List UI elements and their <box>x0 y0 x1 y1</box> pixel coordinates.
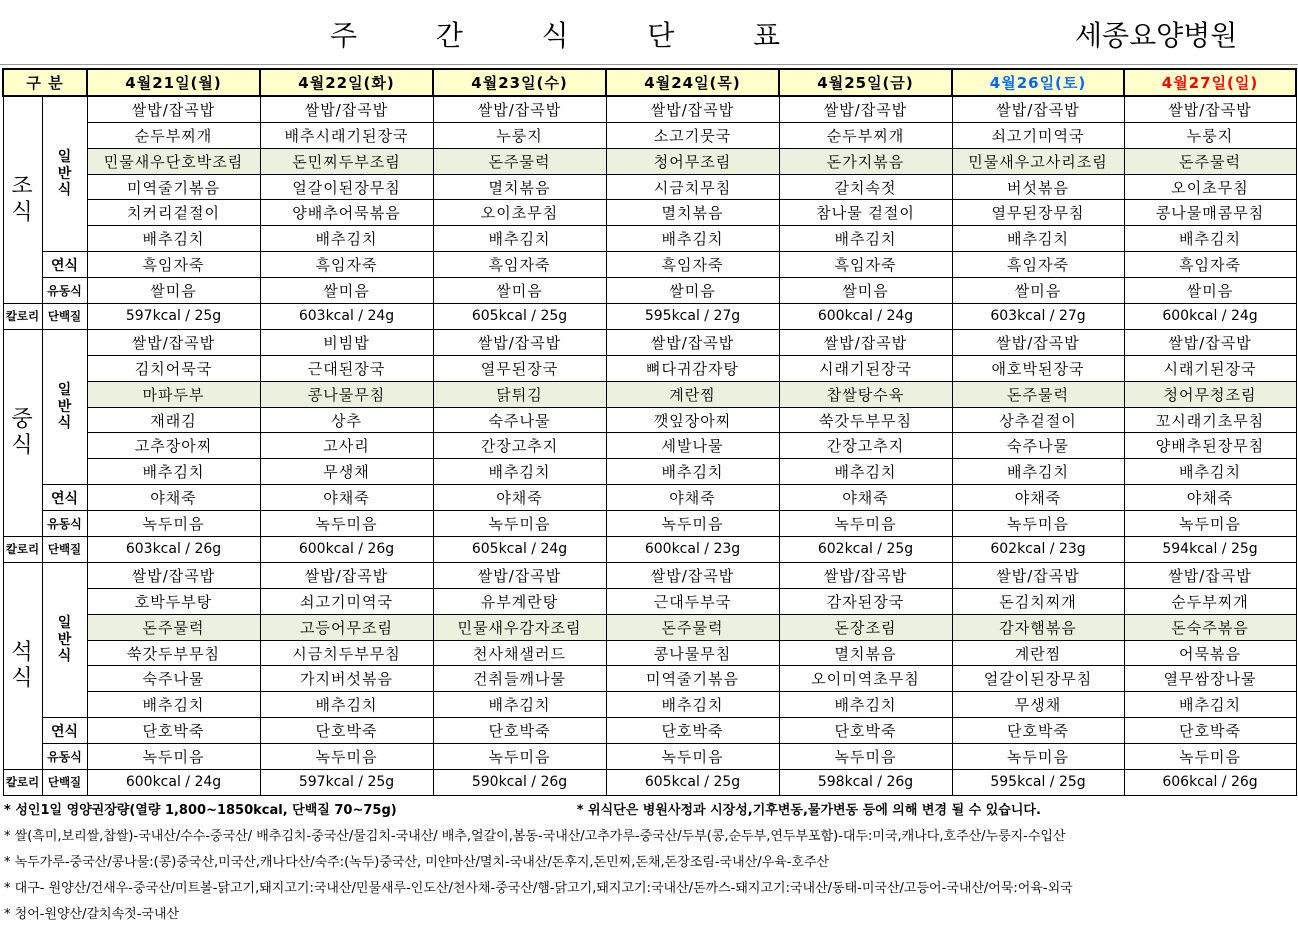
menu-item: 멸치볶음 <box>433 174 606 200</box>
day-header: 4월21일(월) <box>87 69 260 96</box>
calorie-label: 칼로리 <box>3 770 42 796</box>
menu-item: 시래기된장국 <box>1124 355 1296 381</box>
menu-item: 야채죽 <box>606 485 779 511</box>
menu-item: 배추김치 <box>606 459 779 485</box>
menu-item: 야채죽 <box>779 485 952 511</box>
menu-item: 양배추된장무침 <box>1124 433 1296 459</box>
menu-item: 흑임자죽 <box>1124 252 1296 278</box>
menu-item: 유부계란탕 <box>433 588 606 614</box>
menu-item: 누룽지 <box>1124 122 1296 148</box>
menu-item: 콩나물무침 <box>606 640 779 666</box>
menu-item: 쌀밥/잡곡밥 <box>87 329 260 355</box>
menu-item: 참나물 겉절이 <box>779 200 952 226</box>
general-diet-label <box>42 96 87 252</box>
calorie-value: 603kcal / 27g <box>952 304 1124 330</box>
menu-item: 쌀밥/잡곡밥 <box>779 96 952 122</box>
menu-item: 숙주나물 <box>433 407 606 433</box>
menu-item: 녹두미음 <box>779 744 952 770</box>
title-char: 단 <box>647 19 675 52</box>
meal-name <box>3 329 42 536</box>
menu-item: 야채죽 <box>433 485 606 511</box>
note-line <box>4 800 1298 826</box>
menu-item: 배추김치 <box>779 459 952 485</box>
menu-item: 간장고추지 <box>779 433 952 459</box>
menu-item: 쌀밥/잡곡밥 <box>1124 562 1296 588</box>
menu-item: 배추김치 <box>606 692 779 718</box>
title-char: 식 <box>541 19 569 52</box>
menu-item: 마파두부 <box>87 381 260 407</box>
menu-item: 콩나물매콤무침 <box>1124 200 1296 226</box>
meal-name <box>3 562 42 769</box>
menu-item: 녹두미음 <box>260 744 433 770</box>
calorie-value: 594kcal / 25g <box>1124 537 1296 563</box>
menu-item: 가지버섯볶음 <box>260 666 433 692</box>
table-row <box>3 226 1296 252</box>
menu-item: 순두부찌개 <box>1124 588 1296 614</box>
menu-item: 간장고추지 <box>433 433 606 459</box>
calorie-value: 600kcal / 23g <box>606 537 779 563</box>
menu-item: 녹두미음 <box>433 511 606 537</box>
general-diet-label <box>43 615 87 665</box>
menu-item: 상추겉절이 <box>952 407 1124 433</box>
menu-item: 단호박죽 <box>779 718 952 744</box>
general-diet-label-char: 반 <box>57 398 72 415</box>
menu-item: 김치어묵국 <box>87 355 260 381</box>
menu-item: 녹두미음 <box>606 744 779 770</box>
nutrition-note: * 성인1일 영양권장량(열량 1,800~1850kcal, 단백질 70~75g) <box>4 803 397 818</box>
origin-note: * 청어-원양산/갈치속젓-국내산 <box>4 907 180 922</box>
menu-item: 돈주물럭 <box>1124 148 1296 174</box>
general-diet-label <box>43 382 87 432</box>
calorie-value: 597kcal / 25g <box>87 304 260 330</box>
menu-item: 상추 <box>260 407 433 433</box>
menu-item: 닭튀김 <box>433 381 606 407</box>
day-header: 4월25일(금) <box>779 69 952 96</box>
origin-note: * 녹두가루-중국산/콩나물:(콩)중국산,미국산,캐나다산/숙주:(녹두)중국산, 미얀마산/멸치-국내산/돈후지,돈민찌,돈채,돈장조림-국내산/우육-호주산 <box>4 855 830 870</box>
calorie-value: 598kcal / 26g <box>779 770 952 796</box>
header-row <box>3 69 1296 96</box>
menu-item: 감자햄볶음 <box>952 614 1124 640</box>
table-row <box>3 122 1296 148</box>
menu-item: 배추김치 <box>260 692 433 718</box>
menu-item: 순두부찌개 <box>87 122 260 148</box>
menu-item: 녹두미음 <box>952 744 1124 770</box>
menu-item: 민물새우감자조림 <box>433 614 606 640</box>
menu-item: 흑임자죽 <box>433 252 606 278</box>
menu-item: 쌀밥/잡곡밥 <box>1124 329 1296 355</box>
calorie-row <box>3 770 1296 796</box>
menu-item: 쌀미음 <box>433 278 606 304</box>
menu-item: 쌀밥/잡곡밥 <box>433 329 606 355</box>
title-char: 간 <box>435 19 463 52</box>
menu-item: 무생채 <box>952 692 1124 718</box>
menu-item: 열무쌈장나물 <box>1124 666 1296 692</box>
menu-item: 녹두미음 <box>87 511 260 537</box>
liquid-diet-row <box>3 278 1296 304</box>
menu-item: 단호박죽 <box>433 718 606 744</box>
meal-name-char: 식 <box>11 432 34 458</box>
table-row <box>3 96 1296 122</box>
menu-item: 배추김치 <box>779 226 952 252</box>
menu-item: 흑임자죽 <box>87 252 260 278</box>
page-title <box>330 14 780 54</box>
calorie-value: 606kcal / 26g <box>1124 770 1296 796</box>
menu-item: 돈주물럭 <box>87 614 260 640</box>
menu-item: 야채죽 <box>952 485 1124 511</box>
general-diet-label <box>42 329 87 484</box>
general-diet-label-char: 식 <box>57 648 72 665</box>
menu-item: 배추김치 <box>1124 226 1296 252</box>
table-row <box>3 692 1296 718</box>
menu-item: 배추시래기된장국 <box>260 122 433 148</box>
weekly-menu-table <box>2 68 1297 796</box>
menu-item: 근대된장국 <box>260 355 433 381</box>
menu-item: 애호박된장국 <box>952 355 1124 381</box>
menu-item: 고등어무조림 <box>260 614 433 640</box>
day-header: 4월23일(수) <box>433 69 606 96</box>
menu-item: 배추김치 <box>433 692 606 718</box>
soft-diet-row <box>3 718 1296 744</box>
menu-item: 버섯볶음 <box>952 174 1124 200</box>
day-header: 4월24일(목) <box>606 69 779 96</box>
change-note: * 위식단은 병원사정과 시장성,기후변동,물가변동 등에 의해 변경 될 수 있습니다. <box>576 803 1041 818</box>
table-row <box>3 174 1296 200</box>
menu-item: 쌀밥/잡곡밥 <box>952 96 1124 122</box>
general-diet-label-char: 반 <box>57 631 72 648</box>
table-row <box>3 640 1296 666</box>
menu-item: 청어무조림 <box>606 148 779 174</box>
menu-item: 녹두미음 <box>952 511 1124 537</box>
menu-item: 배추김치 <box>260 226 433 252</box>
menu-item: 쇠고기미역국 <box>952 122 1124 148</box>
calorie-value: 600kcal / 24g <box>1124 304 1296 330</box>
title-char: 주 <box>330 19 358 52</box>
liquid-diet-row <box>3 511 1296 537</box>
liquid-diet-label: 유동식 <box>42 278 87 304</box>
menu-item: 누룽지 <box>433 122 606 148</box>
menu-item: 녹두미음 <box>1124 511 1296 537</box>
table-row <box>3 148 1296 174</box>
menu-item: 갈치속젓 <box>779 174 952 200</box>
menu-item: 흑임자죽 <box>952 252 1124 278</box>
general-diet-label <box>43 149 87 199</box>
calorie-value: 603kcal / 26g <box>87 537 260 563</box>
menu-item: 무생채 <box>260 459 433 485</box>
liquid-diet-label: 유동식 <box>42 511 87 537</box>
menu-item: 쌀밥/잡곡밥 <box>433 96 606 122</box>
soft-diet-label: 연식 <box>42 252 87 278</box>
menu-item: 양배추어묵볶음 <box>260 200 433 226</box>
table-row <box>3 614 1296 640</box>
menu-item: 쌀밥/잡곡밥 <box>606 562 779 588</box>
menu-item: 쌀미음 <box>606 278 779 304</box>
menu-item: 단호박죽 <box>606 718 779 744</box>
menu-item: 계란찜 <box>606 381 779 407</box>
menu-item: 단호박죽 <box>1124 718 1296 744</box>
menu-item: 시금치무침 <box>606 174 779 200</box>
menu-item: 녹두미음 <box>779 511 952 537</box>
menu-item: 미역줄기볶음 <box>606 666 779 692</box>
table-row <box>3 588 1296 614</box>
menu-item: 쑥갓두부무침 <box>779 407 952 433</box>
calorie-value: 597kcal / 25g <box>260 770 433 796</box>
calorie-value: 602kcal / 25g <box>779 537 952 563</box>
menu-item: 돈가지볶음 <box>779 148 952 174</box>
menu-item: 얼갈이된장무침 <box>260 174 433 200</box>
meal-name-char: 석 <box>11 639 34 665</box>
menu-item: 고추장아찌 <box>87 433 260 459</box>
general-diet-label-char: 반 <box>57 165 72 182</box>
table-row <box>3 666 1296 692</box>
menu-item: 녹두미음 <box>260 511 433 537</box>
menu-item: 야채죽 <box>87 485 260 511</box>
menu-item: 쌀미음 <box>1124 278 1296 304</box>
menu-item: 단호박죽 <box>952 718 1124 744</box>
menu-item: 숙주나물 <box>87 666 260 692</box>
menu-item: 감자된장국 <box>779 588 952 614</box>
general-diet-label-char: 일 <box>57 614 72 631</box>
menu-item: 민물새우단호박조림 <box>87 148 260 174</box>
menu-item: 쌀미음 <box>260 278 433 304</box>
calorie-value: 605kcal / 25g <box>433 304 606 330</box>
menu-item: 뼈다귀감자탕 <box>606 355 779 381</box>
soft-diet-label: 연식 <box>42 718 87 744</box>
menu-item: 쌀밥/잡곡밥 <box>260 96 433 122</box>
menu-item: 돈주물럭 <box>952 381 1124 407</box>
menu-item: 쌀밥/잡곡밥 <box>779 562 952 588</box>
menu-item: 배추김치 <box>779 692 952 718</box>
menu-item: 얼갈이된장무침 <box>952 666 1124 692</box>
menu-item: 열무된장무침 <box>952 200 1124 226</box>
calorie-value: 595kcal / 25g <box>952 770 1124 796</box>
menu-item: 배추김치 <box>433 459 606 485</box>
menu-item: 배추김치 <box>952 226 1124 252</box>
calorie-label: 칼로리 <box>3 304 42 330</box>
menu-item: 야채죽 <box>1124 485 1296 511</box>
calorie-value: 600kcal / 24g <box>779 304 952 330</box>
table-row <box>3 381 1296 407</box>
calorie-value: 605kcal / 24g <box>433 537 606 563</box>
menu-item: 쇠고기미역국 <box>260 588 433 614</box>
menu-item: 쌀밥/잡곡밥 <box>1124 96 1296 122</box>
table-row <box>3 355 1296 381</box>
menu-item: 배추김치 <box>1124 459 1296 485</box>
table-row <box>3 433 1296 459</box>
menu-item: 숙주나물 <box>952 433 1124 459</box>
menu-item: 쌀밥/잡곡밥 <box>606 96 779 122</box>
menu-item: 쌀밥/잡곡밥 <box>779 329 952 355</box>
menu-item: 배추김치 <box>433 226 606 252</box>
table-row <box>3 562 1296 588</box>
general-diet-label <box>42 562 87 717</box>
calorie-row <box>3 304 1296 330</box>
menu-item: 단호박죽 <box>87 718 260 744</box>
menu-item: 멸치볶음 <box>606 200 779 226</box>
origin-note: * 쌀(흑미,보리쌀,찹쌀)-국내산/수수-중국산/ 배추김치-중국산/물김치-국내산/ 배추,얼갈이,봄동-국내산/고추가루-중국산/두부(콩,순두부,연두부포함)-대두:미국,캐나다,호주산/누룽지-수입산 <box>4 829 1066 844</box>
menu-item: 세발나물 <box>606 433 779 459</box>
calorie-value: 595kcal / 27g <box>606 304 779 330</box>
meal-name <box>4 407 42 460</box>
menu-item: 오이초무침 <box>433 200 606 226</box>
menu-item: 콩나물무침 <box>260 381 433 407</box>
menu-item: 돈숙주볶음 <box>1124 614 1296 640</box>
menu-item: 녹두미음 <box>1124 744 1296 770</box>
calorie-value: 600kcal / 26g <box>260 537 433 563</box>
menu-item: 찹쌀탕수육 <box>779 381 952 407</box>
menu-item: 돈주물럭 <box>606 614 779 640</box>
menu-item: 녹두미음 <box>606 511 779 537</box>
calorie-value: 603kcal / 24g <box>260 304 433 330</box>
liquid-diet-row <box>3 744 1296 770</box>
menu-item: 비빔밥 <box>260 329 433 355</box>
notes <box>4 800 1298 930</box>
calorie-row <box>3 537 1296 563</box>
general-diet-label-char: 일 <box>57 148 72 165</box>
menu-item: 재래김 <box>87 407 260 433</box>
meal-name <box>4 174 42 227</box>
calorie-value: 600kcal / 24g <box>87 770 260 796</box>
menu-item: 쌀미음 <box>952 278 1124 304</box>
menu-item: 시금치두부무침 <box>260 640 433 666</box>
meal-name-char: 중 <box>11 406 34 432</box>
menu-item: 청어무청조림 <box>1124 381 1296 407</box>
table-row <box>3 329 1296 355</box>
day-header: 4월26일(토) <box>952 69 1124 96</box>
menu-item: 천사채샐러드 <box>433 640 606 666</box>
day-header: 4월27일(일) <box>1124 69 1296 96</box>
menu-item: 쌀밥/잡곡밥 <box>433 562 606 588</box>
table-row <box>3 459 1296 485</box>
meal-name-char: 조 <box>11 173 34 199</box>
soft-diet-row <box>3 252 1296 278</box>
menu-item: 배추김치 <box>952 459 1124 485</box>
menu-item: 소고기뭇국 <box>606 122 779 148</box>
menu-item: 오이초무침 <box>1124 174 1296 200</box>
menu-item: 배추김치 <box>1124 692 1296 718</box>
menu-item: 단호박죽 <box>260 718 433 744</box>
menu-item: 배추김치 <box>87 692 260 718</box>
calorie-value: 605kcal / 25g <box>606 770 779 796</box>
menu-item: 계란찜 <box>952 640 1124 666</box>
menu-item: 흑임자죽 <box>260 252 433 278</box>
menu-item: 돈주물럭 <box>433 148 606 174</box>
menu-item: 돈김치찌개 <box>952 588 1124 614</box>
menu-item: 열무된장국 <box>433 355 606 381</box>
menu-item: 돈장조림 <box>779 614 952 640</box>
menu-item: 쌀밥/잡곡밥 <box>260 562 433 588</box>
general-diet-label-char: 일 <box>57 381 72 398</box>
menu-item: 미역줄기볶음 <box>87 174 260 200</box>
menu-item: 쌀밥/잡곡밥 <box>952 562 1124 588</box>
calorie-value: 590kcal / 26g <box>433 770 606 796</box>
menu-item: 쌀밥/잡곡밥 <box>87 96 260 122</box>
menu-item: 쌀밥/잡곡밥 <box>952 329 1124 355</box>
menu-item: 오이미역초무침 <box>779 666 952 692</box>
table-row <box>3 407 1296 433</box>
soft-diet-label: 연식 <box>42 485 87 511</box>
header <box>0 0 1298 65</box>
menu-item: 돈민찌두부조림 <box>260 148 433 174</box>
menu-item: 깻잎장아찌 <box>606 407 779 433</box>
menu-item: 배추김치 <box>606 226 779 252</box>
menu-item: 꼬시래기초무침 <box>1124 407 1296 433</box>
protein-label: 단백질 <box>42 537 87 563</box>
menu-item: 어묵볶음 <box>1124 640 1296 666</box>
day-header: 4월22일(화) <box>260 69 433 96</box>
origin-note: * 대구- 원양산/건새우-중국산/미트볼-닭고기,돼지고기:국내산/민물새루-인도산/천사채-중국산/햄-닭고기,돼지고기:국내산/돈까스-돼지고기:국내산/동태-미국산/고등어-국내산/어묵:어육-외국 <box>4 881 1073 896</box>
menu-item: 호박두부탕 <box>87 588 260 614</box>
menu-item: 멸치볶음 <box>779 640 952 666</box>
liquid-diet-label: 유동식 <box>42 744 87 770</box>
menu-item: 쌀미음 <box>87 278 260 304</box>
title-char: 표 <box>752 19 780 52</box>
menu-item: 쌀밥/잡곡밥 <box>606 329 779 355</box>
menu-item: 쌀밥/잡곡밥 <box>87 562 260 588</box>
meal-name <box>3 96 42 304</box>
meal-name-char: 식 <box>11 665 34 691</box>
menu-item: 고사리 <box>260 433 433 459</box>
menu-item: 야채죽 <box>260 485 433 511</box>
menu-item: 쌀미음 <box>779 278 952 304</box>
protein-label: 단백질 <box>42 304 87 330</box>
protein-label: 단백질 <box>42 770 87 796</box>
corner-cell: 구 분 <box>3 69 87 96</box>
meal-name <box>4 640 42 693</box>
menu-item: 치커리겉절이 <box>87 200 260 226</box>
general-diet-label-char: 식 <box>57 415 72 432</box>
menu-item: 근대두부국 <box>606 588 779 614</box>
menu-item: 흑임자죽 <box>779 252 952 278</box>
menu-item: 순두부찌개 <box>779 122 952 148</box>
menu-item: 흑임자죽 <box>606 252 779 278</box>
menu-item: 쑥갓두부무침 <box>87 640 260 666</box>
menu-item: 녹두미음 <box>433 744 606 770</box>
calorie-value: 602kcal / 23g <box>952 537 1124 563</box>
menu-item: 민물새우고사리조림 <box>952 148 1124 174</box>
menu-item: 배추김치 <box>87 459 260 485</box>
table-row <box>3 200 1296 226</box>
menu-item: 건취들깨나물 <box>433 666 606 692</box>
menu-item: 배추김치 <box>87 226 260 252</box>
calorie-label: 칼로리 <box>3 537 42 563</box>
general-diet-label-char: 식 <box>57 182 72 199</box>
meal-name-char: 식 <box>11 199 34 225</box>
hospital-name: 세종요양병원 <box>1075 19 1238 52</box>
menu-item: 시래기된장국 <box>779 355 952 381</box>
soft-diet-row <box>3 485 1296 511</box>
menu-item: 녹두미음 <box>87 744 260 770</box>
